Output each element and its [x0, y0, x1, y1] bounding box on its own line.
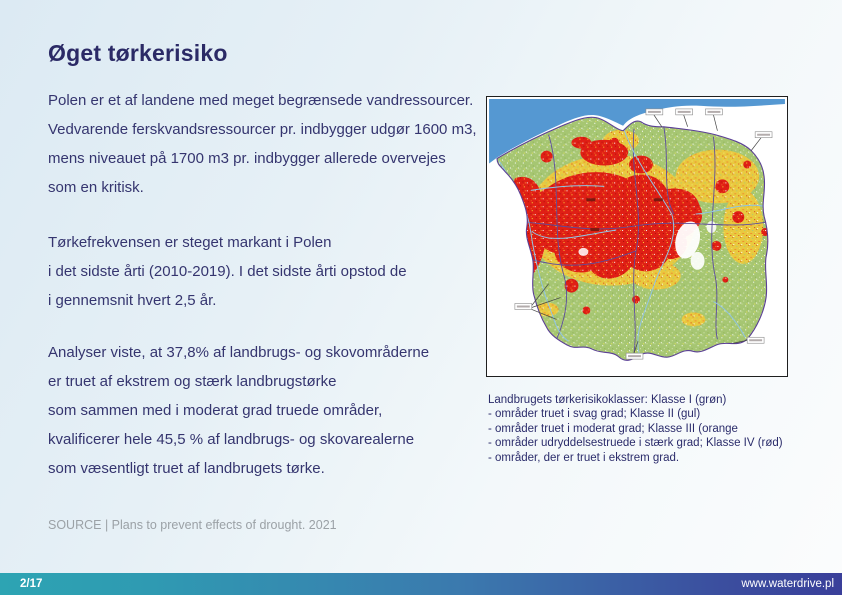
body-text-line: kvalificerer hele 45,5 % af landbrugs- og skovarealerne	[48, 431, 415, 448]
caption-line: Landbrugets tørkerisikoklasser: Klasse I (grøn)	[488, 394, 727, 406]
body-text-line: mens niveauet på 1700 m3 pr. indbygger allerede overvejes	[48, 150, 446, 167]
caption-line: - områder, der er truet i ekstrem grad.	[488, 451, 680, 464]
body-text-line: Polen er et af landene med meget begrænsede vandressourcer.	[48, 92, 474, 109]
page-number: 2/17	[20, 578, 43, 590]
paragraph-analysis	[48, 338, 429, 483]
caption-line: - områder truet i svag grad; Klasse II (gul)	[488, 408, 701, 421]
body-text-line: som sammen med i moderat grad truede områder,	[48, 402, 383, 419]
map-caption	[488, 393, 818, 465]
caption-line: - områder truet i moderat grad; Klasse III (orange	[488, 422, 738, 435]
source-note: SOURCE | Plans to prevent effects of drought. 2021	[48, 518, 337, 532]
footer-bar	[0, 573, 842, 595]
caption-line: - områder udryddelsestruede i stærk grad; Klasse IV (rød)	[488, 437, 783, 450]
body-text-line: Tørkefrekvensen er steget markant i Polen	[48, 234, 332, 251]
body-text-line: i det sidste årti (2010-2019). I det sidste årti opstod de	[48, 263, 407, 280]
body-text-line: Vedvarende ferskvandsressourcer pr. indbygger udgør 1600 m3,	[48, 121, 477, 138]
poland-drought-map-svg	[487, 97, 787, 376]
page-title: Øget tørkerisiko	[48, 40, 228, 66]
body-text-line: er truet af ekstrem og stærk landbrugstørke	[48, 373, 337, 390]
poland-drought-map	[486, 96, 788, 377]
body-text-line: Analyser viste, at 37,8% af landbrugs- og skovområderne	[48, 344, 430, 361]
body-text-line: som væsentligt truet af landbrugets tørke.	[48, 460, 325, 477]
paragraph-drought-frequency	[48, 228, 407, 315]
body-text-line: i gennemsnit hvert 2,5 år.	[48, 292, 217, 309]
body-text-line: som en kritisk.	[48, 179, 144, 196]
paragraph-water-resources	[48, 86, 477, 202]
website-link[interactable]: www.waterdrive.pl	[741, 578, 834, 590]
